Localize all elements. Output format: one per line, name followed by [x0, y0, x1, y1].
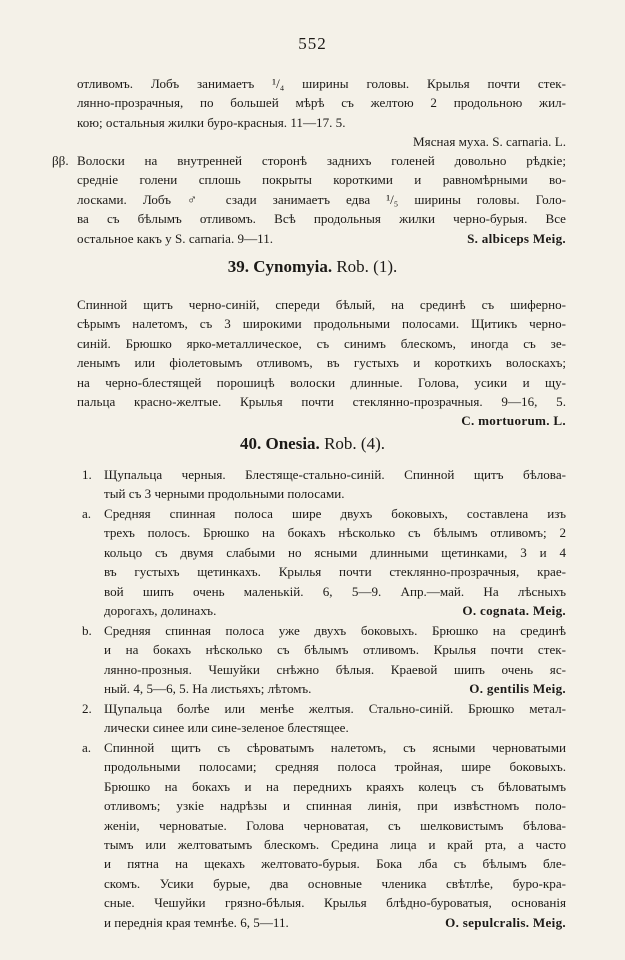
entry-marker-label: 2.: [82, 701, 92, 716]
text-line: кольцо съ двумя слабыми но ясными длинными щетинками, 3 и 4: [104, 544, 566, 560]
text-line: и пятна на щекахъ желтовато-бурыя. Бока лба съ бѣлымъ бле-: [104, 856, 566, 872]
text-line: Спинной щитъ черно-синій, спереди бѣлый, на срединѣ съ шиферно-: [77, 297, 566, 312]
text-line: скомъ. Усики бурые, два основные членика свѣтлѣе, буро-кра-: [104, 875, 566, 891]
text-line: Волоски на внутренней сторонѣ заднихъ голеней довольно рѣдкіе;: [77, 153, 566, 168]
species-name: Мясная муха. S. carnaria. L.: [413, 134, 566, 150]
text-line: продольными полосами; средняя полоса тройная, шире боковыхъ.: [104, 759, 566, 775]
key-entry-a-sepulcralis: [104, 738, 566, 932]
key-entry-a-cognata: [104, 504, 566, 620]
entry-marker: [82, 699, 104, 718]
section-39-text: [77, 295, 566, 431]
entry-marker: [82, 621, 104, 640]
text-line: Средняя спинная полоса уже двухъ боковыхъ. Брюшко на срединѣ: [104, 623, 566, 638]
text-line: ленымъ или фіолетовымъ отливомъ, въ густыхъ и короткихъ волоскахъ;: [77, 355, 566, 371]
text-line: Щупальца черныя. Блестяще-стально-синій. Спинной щитъ бѣлова-: [104, 467, 566, 482]
text-line-tail: ный. 4, 5—6, 5. На листьяхъ; лѣтомъ.: [104, 681, 312, 697]
text-line: Щупальца болѣе или менѣе желтыя. Стально-синій. Брюшко метал-: [104, 701, 566, 716]
entry-marker: [82, 465, 104, 484]
genus-title: 40. Onesia.: [240, 434, 320, 453]
text-line-tail: остальное какъ у S. carnaria. 9—11.: [77, 230, 274, 246]
text-line: трехъ полосъ. Брюшко на бокахъ нѣсколько съ бѣлымъ отливомъ; 2: [104, 525, 566, 541]
genus-author: Rob. (1).: [336, 257, 398, 276]
key-entry-b-gentilis: [104, 621, 566, 699]
species-name: C. mortuorum. L.: [461, 413, 566, 429]
text-line: Спинной щитъ съ сѣроватымъ налетомъ, съ ясными черноватыми: [104, 740, 566, 755]
text-line: тый съ 3 черными продольными полосами.: [104, 486, 345, 502]
text-line-tail: и переднія края темнѣе. 6, 5—11.: [104, 914, 289, 930]
text-line: тымъ или желтоватымъ блескомъ. Средина лица и край рта, а часто: [104, 836, 566, 852]
text-line: ва съ бѣлымъ отливомъ. Всѣ продольныя жилки черно-бурыя. Все: [77, 211, 566, 227]
entry-marker-label: a.: [82, 506, 92, 521]
species-line: [77, 132, 566, 151]
entry-marker-label: a.: [82, 740, 92, 755]
text-line: въ густыхъ щетинкахъ. Крылья почти стеклянно-прозрачныя, крае-: [104, 564, 566, 580]
text-line: сные. Чешуйки грязно-бѣлыя. Крылья блѣдно-буроватыя, основанія: [104, 895, 566, 911]
text-line: средніе голени сплошь покрыты короткими и равномѣрными во-: [77, 172, 566, 188]
key-entry-1: [104, 465, 566, 504]
text-line-tail: дорогахъ, долинахъ.: [104, 602, 217, 618]
genus-title: 39. Cynomyia.: [227, 257, 333, 276]
text-line: [104, 679, 566, 698]
text-line: на черно-блестящей порошицѣ волоски длинные. Голова, усики и щу-: [77, 374, 566, 390]
key-entry-2: [104, 699, 566, 738]
text-line: лосками. Лобъ ♂ сзади занимаетъ едва ¹/₅ ширины головы. Голо-: [77, 191, 566, 207]
text-line: синій. Брюшко ярко-металлическое, съ синимъ блескомъ, иногда съ зе-: [77, 335, 566, 351]
species-name: O. sepulcralis. Meig.: [445, 914, 566, 930]
text-line: сѣрымъ налетомъ, съ 3 широкими продольными полосами. Щитикъ черно-: [77, 316, 566, 332]
text-block-continuation: [77, 74, 566, 152]
text-line: вой шипъ очень маленькій. 6, 5—9. Апр.—май. На лѣсныхъ: [104, 583, 566, 599]
entry-marker-label: b.: [82, 623, 92, 638]
entry-marker-label: ββ.: [52, 153, 69, 168]
text-line: пальца красно-желтые. Крылья почти стеклянно-прозрачныя. 9—16, 5.: [77, 393, 566, 409]
genus-author: Rob. (4).: [324, 434, 385, 453]
text-line: отливомъ. Лобъ занимаетъ ¹/₄ ширины головы. Крылья почти стек-: [77, 76, 566, 91]
species-name: O. gentilis Meig.: [469, 681, 566, 697]
text-line: [104, 913, 566, 932]
entry-marker: [82, 504, 104, 523]
text-line: Средняя спинная полоса шире двухъ боковыхъ, составлена изъ: [104, 506, 566, 521]
section-title-40: [0, 434, 625, 454]
species-name: O. cognata. Meig.: [462, 602, 566, 618]
text-line: кою; остальныя жилки буро-красныя. 11—17. 5.: [77, 114, 346, 130]
entry-marker: [82, 738, 104, 757]
text-line: отливомъ; узкіе надрѣзы и спинная линія, при извѣстномъ поло-: [104, 798, 566, 814]
species-line: [77, 411, 566, 430]
text-line: [104, 601, 566, 620]
text-line: лянно-прозрачныя, по большей мѣрѣ съ желтою 2 продольною жил-: [77, 95, 566, 111]
entry-marker-label: 1.: [82, 467, 92, 482]
text-block-bb: [77, 151, 566, 248]
text-line: лически синее или сине-зеленое блестящее.: [104, 720, 349, 736]
text-line: лянно-прозныя. Чешуйки снѣжно бѣлыя. Краевой шипъ очень яс-: [104, 661, 566, 677]
text-line: Брюшко на бокахъ и на переднихъ краяхъ колецъ съ бѣловатымъ: [104, 778, 566, 794]
species-name: S. albiceps Meig.: [467, 230, 566, 246]
text-line: [77, 229, 566, 248]
entry-marker: [52, 151, 76, 170]
section-title-39: [0, 257, 625, 277]
text-line: женіи, черноватые. Голова черноватая, съ шелковистымъ бѣлова-: [104, 817, 566, 833]
page-number: 552: [298, 34, 327, 53]
text-line: и на бокахъ нѣсколько съ бѣлымъ отливомъ. Крылья почти стек-: [104, 642, 566, 658]
